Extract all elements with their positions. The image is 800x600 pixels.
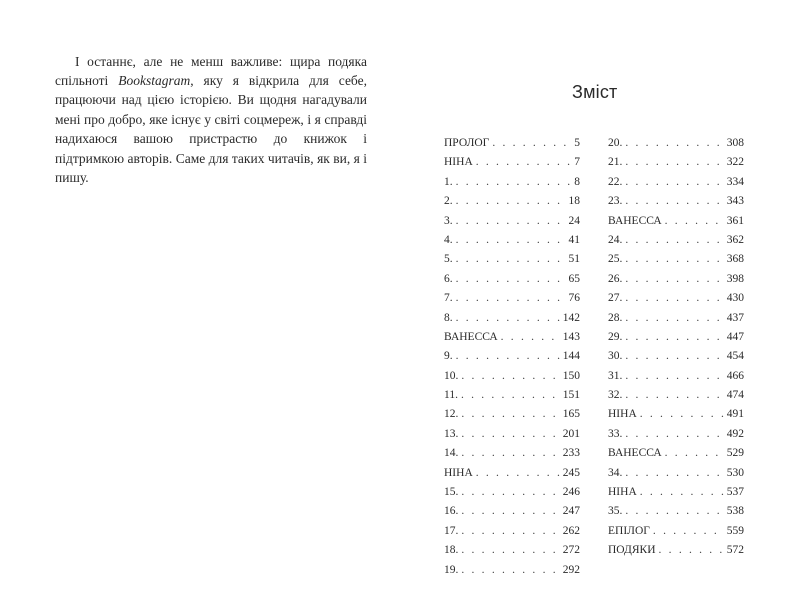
toc-leader-dots bbox=[625, 153, 723, 172]
toc-leader-dots bbox=[461, 367, 559, 386]
toc-entry[interactable] bbox=[608, 541, 744, 560]
toc-entry-label: 17. bbox=[444, 524, 459, 537]
toc-entry-page: 430 bbox=[726, 292, 744, 305]
toc-entry[interactable] bbox=[608, 212, 744, 231]
toc-leader-dots bbox=[461, 444, 559, 463]
toc-leader-dots bbox=[625, 231, 723, 250]
toc-entry-page: 65 bbox=[568, 272, 580, 285]
toc-entry[interactable] bbox=[444, 502, 580, 521]
toc-entry-label: 25. bbox=[608, 253, 623, 266]
toc-entry[interactable] bbox=[608, 522, 744, 541]
toc-entry-page: 334 bbox=[726, 175, 744, 188]
toc-entry-page: 437 bbox=[726, 311, 744, 324]
toc-leader-dots bbox=[625, 386, 723, 405]
toc-entry-label: 30. bbox=[608, 350, 623, 363]
toc-leader-dots bbox=[456, 289, 566, 308]
toc-leader-dots bbox=[625, 192, 723, 211]
toc-entry[interactable] bbox=[608, 464, 744, 483]
toc-leader-dots bbox=[492, 134, 571, 153]
toc-entry-label: 8. bbox=[444, 311, 453, 324]
toc-entry[interactable] bbox=[444, 541, 580, 560]
toc-entry[interactable] bbox=[608, 270, 744, 289]
toc-entry-label: 5. bbox=[444, 253, 453, 266]
toc-entry-label: ПОДЯКИ bbox=[608, 544, 656, 557]
toc-entry[interactable] bbox=[608, 367, 744, 386]
toc-leader-dots bbox=[625, 270, 723, 289]
toc-column-2 bbox=[608, 134, 744, 561]
toc-leader-dots bbox=[625, 250, 723, 269]
toc-leader-dots bbox=[665, 444, 724, 463]
acknowledgement-italic-term: Bookstagram bbox=[118, 72, 191, 88]
toc-entry-label: 9. bbox=[444, 350, 453, 363]
toc-entry-label: НІНА bbox=[608, 486, 637, 499]
toc-leader-dots bbox=[461, 541, 559, 560]
toc-entry[interactable] bbox=[444, 250, 580, 269]
toc-entry[interactable] bbox=[444, 347, 580, 366]
toc-entry-label: 2. bbox=[444, 195, 453, 208]
toc-entry[interactable] bbox=[444, 270, 580, 289]
toc-entry[interactable] bbox=[608, 444, 744, 463]
toc-entry[interactable] bbox=[608, 192, 744, 211]
toc-entry-page: 572 bbox=[726, 544, 744, 557]
toc-entry-label: ВАНЕССА bbox=[444, 330, 498, 343]
toc-entry-page: 559 bbox=[726, 524, 744, 537]
toc-entry-page: 201 bbox=[562, 427, 580, 440]
toc-leader-dots bbox=[625, 328, 723, 347]
toc-entry-label: 29. bbox=[608, 330, 623, 343]
toc-leader-dots bbox=[456, 347, 560, 366]
toc-entry-page: 262 bbox=[562, 524, 580, 537]
toc-entry[interactable] bbox=[608, 425, 744, 444]
toc-leader-dots bbox=[456, 212, 566, 231]
toc-entry-label: 35. bbox=[608, 505, 623, 518]
toc-entry-label: 23. bbox=[608, 195, 623, 208]
toc-entry-page: 233 bbox=[562, 447, 580, 460]
right-page bbox=[400, 0, 800, 600]
toc-entry[interactable] bbox=[608, 289, 744, 308]
toc-entry[interactable] bbox=[444, 328, 580, 347]
toc-entry-label: 10. bbox=[444, 369, 459, 382]
toc-leader-dots bbox=[456, 270, 566, 289]
toc-leader-dots bbox=[625, 425, 723, 444]
toc-entry-page: 51 bbox=[568, 253, 580, 266]
toc-entry-page: 538 bbox=[726, 505, 744, 518]
toc-entry-page: 447 bbox=[726, 330, 744, 343]
toc-entry[interactable] bbox=[608, 309, 744, 328]
toc-entry-page: 343 bbox=[726, 195, 744, 208]
toc-entry[interactable] bbox=[444, 561, 580, 580]
toc-entry-label: ВАНЕССА bbox=[608, 447, 662, 460]
toc-entry-page: 24 bbox=[568, 214, 580, 227]
toc-title: Зміст bbox=[572, 82, 618, 102]
toc-entry-page: 474 bbox=[726, 389, 744, 402]
toc-entry-page: 5 bbox=[574, 137, 580, 149]
toc-entry-page: 165 bbox=[562, 408, 580, 421]
toc-entry-label: 20. bbox=[608, 137, 623, 149]
toc-entry-label: 3. bbox=[444, 214, 453, 227]
toc-entry-label: 13. bbox=[444, 427, 459, 440]
toc-entry[interactable] bbox=[444, 289, 580, 308]
toc-entry-label: НІНА bbox=[608, 408, 637, 421]
toc-entry[interactable] bbox=[444, 386, 580, 405]
toc-entry-page: 18 bbox=[568, 195, 580, 208]
toc-leader-dots bbox=[625, 289, 723, 308]
toc-leader-dots bbox=[625, 347, 723, 366]
toc-entry-label: 14. bbox=[444, 447, 459, 460]
toc-entry[interactable] bbox=[444, 464, 580, 483]
toc-entry-label: ЕПІЛОГ bbox=[608, 524, 650, 537]
toc-entry-label: 34. bbox=[608, 466, 623, 479]
toc-entry-label: 12. bbox=[444, 408, 459, 421]
toc-entry-page: 8 bbox=[574, 175, 580, 188]
toc-entry-page: 151 bbox=[562, 389, 580, 402]
toc-entry[interactable] bbox=[608, 347, 744, 366]
toc-entry-page: 466 bbox=[726, 369, 744, 382]
acknowledgement-text-end: , яку я відкрила для себе, працюючи над цією історією. Ви щодня нагадували мені про добро, яке існує у світі соцмереж, і я справді надихаюся вашою пристрастю до книжок і підтримкою авторів. Саме для таких читачів, як ви, я і пишу. bbox=[55, 72, 367, 185]
toc-entry-label: ВАНЕССА bbox=[608, 214, 662, 227]
toc-entry[interactable] bbox=[444, 309, 580, 328]
toc-entry-label: 22. bbox=[608, 175, 623, 188]
toc-entry[interactable] bbox=[444, 231, 580, 250]
toc-leader-dots bbox=[461, 425, 559, 444]
toc-entry-page: 144 bbox=[562, 350, 580, 363]
toc-leader-dots bbox=[461, 522, 559, 541]
toc-entry-page: 454 bbox=[726, 350, 744, 363]
toc-entry-page: 76 bbox=[568, 292, 580, 305]
toc-entry[interactable] bbox=[444, 134, 580, 153]
toc-entry[interactable] bbox=[444, 522, 580, 541]
toc-entry-page: 362 bbox=[726, 233, 744, 246]
toc-entry[interactable] bbox=[608, 173, 744, 192]
toc-entry[interactable] bbox=[444, 405, 580, 424]
toc-entry-page: 530 bbox=[726, 466, 744, 479]
toc-entry[interactable] bbox=[608, 483, 744, 502]
toc-entry-page: 142 bbox=[562, 311, 580, 324]
toc-entry-page: 272 bbox=[562, 544, 580, 557]
toc-entry-label: 26. bbox=[608, 272, 623, 285]
toc-entry-label: 4. bbox=[444, 233, 453, 246]
toc-entry-label: 31. bbox=[608, 369, 623, 382]
toc-entry-label: НІНА bbox=[444, 466, 473, 479]
toc-entry-page: 7 bbox=[574, 156, 580, 169]
toc-entry[interactable] bbox=[444, 367, 580, 386]
toc-entry[interactable] bbox=[444, 425, 580, 444]
toc-entry-label: 7. bbox=[444, 292, 453, 305]
toc-entry-page: 322 bbox=[726, 156, 744, 169]
toc-leader-dots bbox=[456, 250, 566, 269]
toc-leader-dots bbox=[625, 309, 723, 328]
toc-entry-page: 537 bbox=[726, 486, 744, 499]
toc-entry[interactable] bbox=[444, 212, 580, 231]
toc-entry-label: 1. bbox=[444, 175, 453, 188]
toc-leader-dots bbox=[625, 502, 723, 521]
toc-leader-dots bbox=[461, 561, 559, 580]
toc-entry[interactable] bbox=[608, 405, 744, 424]
toc-entry-label: 6. bbox=[444, 272, 453, 285]
toc-entry-label: 24. bbox=[608, 233, 623, 246]
toc-leader-dots bbox=[456, 173, 572, 192]
toc-leader-dots bbox=[625, 367, 723, 386]
toc-entry-label: 28. bbox=[608, 311, 623, 324]
toc-leader-dots bbox=[501, 328, 560, 347]
toc-entry-label: 32. bbox=[608, 389, 623, 402]
toc-entry-label: 33. bbox=[608, 427, 623, 440]
toc-entry[interactable] bbox=[444, 444, 580, 463]
toc-leader-dots bbox=[640, 405, 724, 424]
toc-entry-page: 529 bbox=[726, 447, 744, 460]
toc-entry[interactable] bbox=[444, 192, 580, 211]
toc-entry-page: 150 bbox=[562, 369, 580, 382]
toc-entry-label: 27. bbox=[608, 292, 623, 305]
toc-entry-label: ПРОЛОГ bbox=[444, 137, 490, 149]
toc-entry-page: 143 bbox=[562, 330, 580, 343]
toc-leader-dots bbox=[640, 483, 724, 502]
toc-entry-label: НІНА bbox=[444, 156, 473, 169]
toc-entry-label: 18. bbox=[444, 544, 459, 557]
toc-leader-dots bbox=[456, 231, 566, 250]
toc-leader-dots bbox=[476, 153, 572, 172]
toc-entry-label: 15. bbox=[444, 486, 459, 499]
toc-entry[interactable] bbox=[608, 502, 744, 521]
toc-entry-label: 21. bbox=[608, 156, 623, 169]
toc-entry-page: 292 bbox=[562, 563, 580, 576]
toc-entry[interactable] bbox=[608, 250, 744, 269]
toc-leader-dots bbox=[461, 405, 559, 424]
toc-leader-dots bbox=[476, 464, 560, 483]
toc-entry-page: 361 bbox=[726, 214, 744, 227]
acknowledgement-text-start: І останнє, але не менш важливе: щира подяка спільноті bbox=[55, 53, 367, 88]
toc-entry-label: 19. bbox=[444, 563, 459, 576]
toc-entry-page: 368 bbox=[726, 253, 744, 266]
toc-leader-dots bbox=[461, 502, 559, 521]
toc-leader-dots bbox=[665, 212, 724, 231]
toc-leader-dots bbox=[461, 483, 559, 502]
toc-entry-label: 11. bbox=[444, 389, 458, 402]
toc-entry[interactable] bbox=[608, 153, 744, 172]
toc-leader-dots bbox=[456, 192, 566, 211]
toc-column-1 bbox=[444, 134, 580, 580]
toc-entry[interactable] bbox=[608, 231, 744, 250]
toc-leader-dots bbox=[659, 541, 724, 560]
toc-leader-dots bbox=[625, 464, 723, 483]
toc-entry[interactable] bbox=[608, 386, 744, 405]
toc-entry-page: 246 bbox=[562, 486, 580, 499]
toc-entry-page: 247 bbox=[562, 505, 580, 518]
toc-entry-page: 41 bbox=[568, 233, 580, 246]
toc-entry-page: 491 bbox=[726, 408, 744, 421]
toc-leader-dots bbox=[625, 134, 723, 153]
toc-entry[interactable] bbox=[444, 483, 580, 502]
toc-entry-page: 308 bbox=[726, 137, 744, 149]
toc-entry[interactable] bbox=[444, 153, 580, 172]
toc-entry-page: 492 bbox=[726, 427, 744, 440]
toc-entry[interactable] bbox=[608, 134, 744, 153]
toc-leader-dots bbox=[461, 386, 560, 405]
toc-entry-page: 245 bbox=[562, 466, 580, 479]
toc-entry[interactable] bbox=[608, 328, 744, 347]
toc-entry[interactable] bbox=[444, 173, 580, 192]
acknowledgement-paragraph bbox=[55, 52, 367, 188]
toc-entry-label: 16. bbox=[444, 505, 459, 518]
toc-leader-dots bbox=[653, 522, 724, 541]
toc-leader-dots bbox=[456, 309, 560, 328]
toc-leader-dots bbox=[625, 173, 723, 192]
toc-entry-page: 398 bbox=[726, 272, 744, 285]
